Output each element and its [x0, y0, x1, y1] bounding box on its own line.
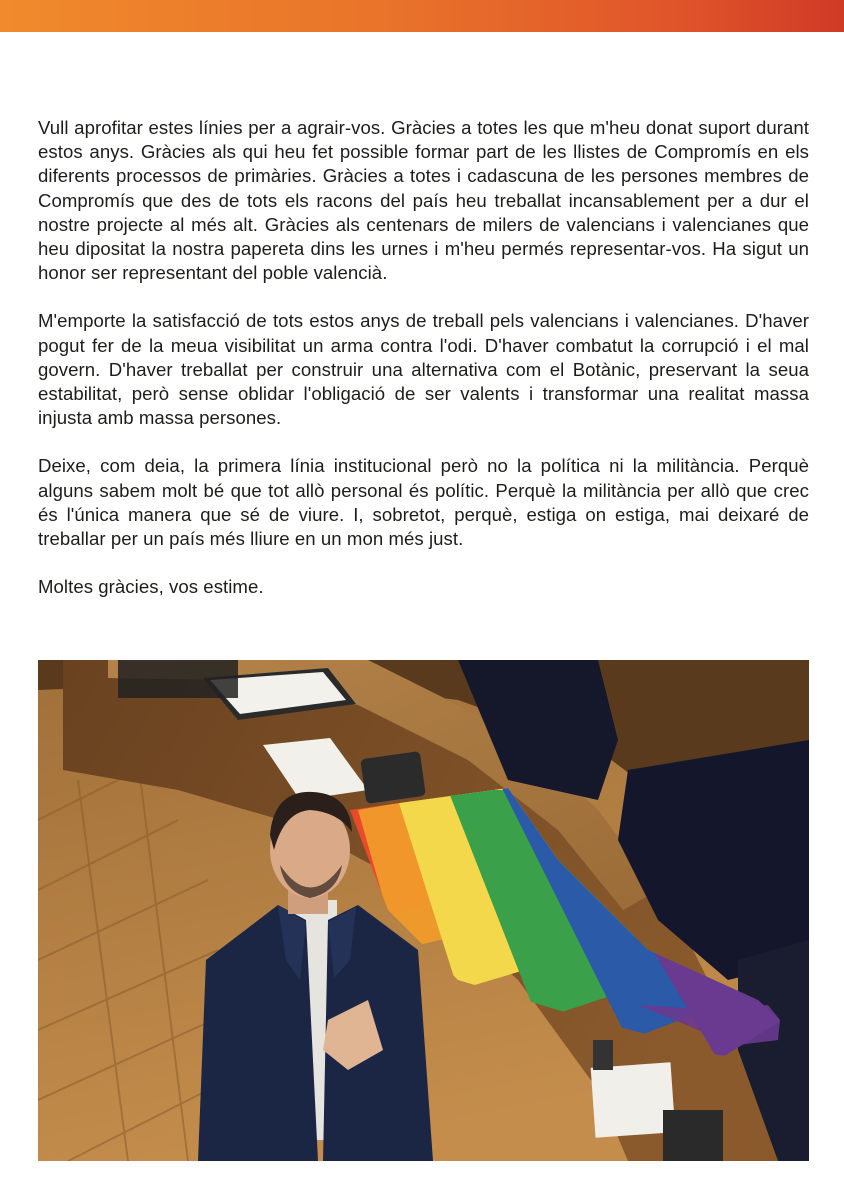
letter-paragraph-thanks: Vull aprofitar estes línies per a agrair-vos. Gràcies a totes les que m'heu donat suport durant estos anys. Gràcies als qui heu fet possible formar part de les llistes de Compromís en els diferents processos de primàries. Gràcies a totes i cadascuna de les persones membres de Compromís que des de tots els racons del país heu treballat incansablement per a dur el nostre projecte al més alt. Gràcies als centenars de milers de valencians i valencianes que heu dipositat la nostra papereta dins les urnes i m'heu permés representar-vos. Ha sigut un honor ser representant del poble valencià.: [38, 117, 809, 284]
letter-closing: Moltes gràcies, vos estime.: [38, 576, 264, 598]
letter-body: [38, 116, 809, 599]
header-accent-bar: [0, 0, 844, 32]
parliament-photo: [38, 660, 809, 1161]
letter-paragraph-militancy: Deixe, com deia, la primera línia institucional però no la política ni la militància. Perquè alguns sabem molt bé que tot allò personal és polític. Perquè la militància per allò que crec és l'única manera que sé de viure. I, sobretot, perquè, estiga on estiga, mai deixaré de treballar per un país més lliure en un mon més just.: [38, 455, 809, 550]
letter-paragraph-satisfaction: M'emporte la satisfacció de tots estos anys de treball pels valencians i valencianes. D'haver pogut fer de la meua visibilitat un arma contra l'odi. D'haver combatut la corrupció i el mal govern. D'haver treballat per construir una alternativa com el Botànic, preservant la seua estabilitat, però sense oblidar l'obligació de ser valents i transformar una realitat massa injusta amb massa persones.: [38, 310, 809, 429]
